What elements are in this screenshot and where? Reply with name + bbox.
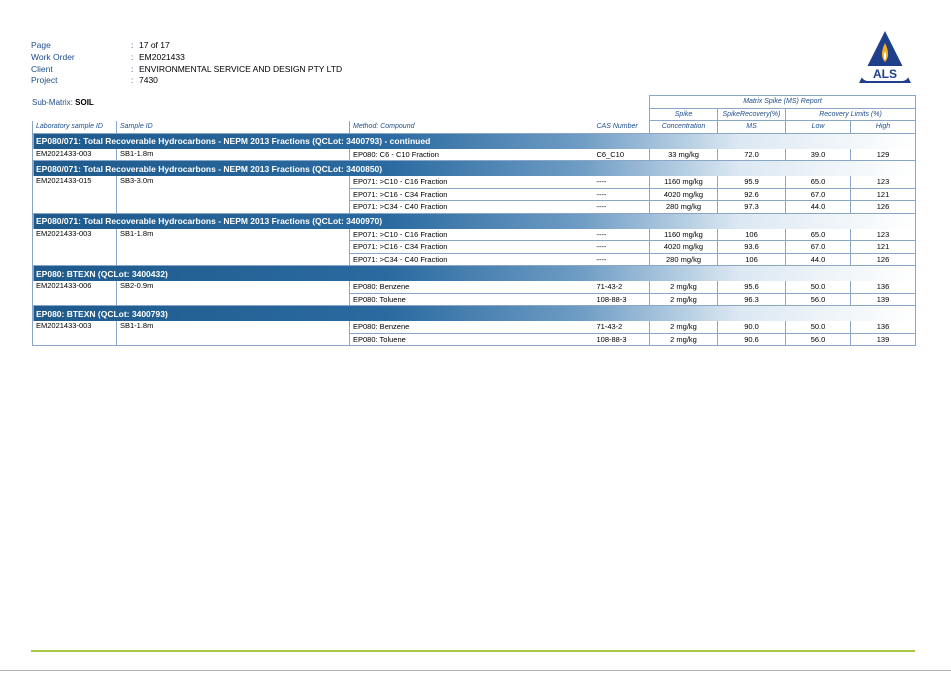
- cas-number-cell: ----: [594, 229, 650, 241]
- lab-sample-id-cell: EM2021433-003: [33, 149, 117, 161]
- cas-number-cell: ----: [594, 188, 650, 201]
- method-cell: EP071: >C16 - C34 Fraction: [350, 188, 594, 201]
- high-limit-cell: 139: [851, 293, 916, 306]
- qc-group-title: EP080: BTEXN (QCLot: 3400793): [33, 306, 916, 322]
- low-header: Low: [786, 121, 851, 134]
- lab-sample-id-cell: EM2021433-003: [33, 321, 117, 346]
- spike-concentration-cell: 2 mg/kg: [650, 293, 718, 306]
- sample-id-cell: SB1-1.8m: [117, 149, 350, 161]
- high-limit-cell: 129: [851, 149, 916, 161]
- table-row: [33, 176, 916, 188]
- qc-group-header: [33, 161, 916, 177]
- high-limit-cell: 123: [851, 229, 916, 241]
- qc-group-title: EP080/071: Total Recoverable Hydrocarbons - NEPM 2013 Fractions (QCLot: 3400793) - continued: [33, 133, 916, 149]
- sample-id-cell: SB2-0.9m: [117, 281, 350, 306]
- spike-concentration-cell: 280 mg/kg: [650, 201, 718, 214]
- low-limit-cell: 67.0: [786, 241, 851, 254]
- method-cell: EP071: >C34 - C40 Fraction: [350, 201, 594, 214]
- cas-number-cell: 108-88-3: [594, 293, 650, 306]
- qc-group-header: [33, 213, 916, 229]
- low-limit-cell: 39.0: [786, 149, 851, 161]
- spike-concentration-cell: 4020 mg/kg: [650, 188, 718, 201]
- header-label: Client: [31, 63, 53, 74]
- cas-number-cell: ----: [594, 253, 650, 266]
- table-row: [33, 321, 916, 333]
- footer-divider: [31, 650, 915, 652]
- qc-group-header: [33, 266, 916, 282]
- ms-header: MS: [718, 121, 786, 134]
- spike-concentration-cell: 1160 mg/kg: [650, 176, 718, 188]
- header-label: Project: [31, 75, 58, 86]
- ms-recovery-cell: 93.6: [718, 241, 786, 254]
- lab-sample-id-header: Laboratory sample ID: [33, 121, 117, 134]
- qc-group-title: EP080/071: Total Recoverable Hydrocarbons - NEPM 2013 Fractions (QCLot: 3400970): [33, 213, 916, 229]
- ms-recovery-cell: 96.3: [718, 293, 786, 306]
- method-cell: EP071: >C10 - C16 Fraction: [350, 229, 594, 241]
- low-limit-cell: 44.0: [786, 253, 851, 266]
- matrix-spike-report-title: Matrix Spike (MS) Report: [650, 96, 916, 109]
- spike-concentration-cell: 4020 mg/kg: [650, 241, 718, 254]
- sample-id-cell: SB3-3.0m: [117, 176, 350, 213]
- spike-concentration-cell: 280 mg/kg: [650, 253, 718, 266]
- qc-group-title: EP080/071: Total Recoverable Hydrocarbons - NEPM 2013 Fractions (QCLot: 3400850): [33, 161, 916, 177]
- header-separator: :: [131, 75, 134, 86]
- low-limit-cell: 65.0: [786, 176, 851, 188]
- ms-recovery-cell: 90.6: [718, 333, 786, 346]
- ms-recovery-cell: 92.6: [718, 188, 786, 201]
- spike-recovery-header: SpikeRecovery(%): [718, 108, 786, 121]
- spike-concentration-cell: 2 mg/kg: [650, 333, 718, 346]
- header-row-work-order: [31, 52, 342, 64]
- header-separator: :: [131, 40, 134, 50]
- header-row-page: [31, 40, 342, 52]
- ms-recovery-cell: 97.3: [718, 201, 786, 214]
- sample-id-cell: SB1-1.8m: [117, 229, 350, 266]
- cas-number-cell: ----: [594, 241, 650, 254]
- header-row-project: [31, 75, 342, 87]
- method-cell: EP071: >C34 - C40 Fraction: [350, 253, 594, 266]
- header-value: 17 of 17: [139, 40, 170, 50]
- method-header: Method: Compound: [350, 121, 594, 134]
- header-separator: :: [131, 51, 134, 62]
- high-header: High: [851, 121, 916, 134]
- cas-number-cell: 71-43-2: [594, 321, 650, 333]
- cas-number-cell: C6_C10: [594, 149, 650, 161]
- header-value: ENVIRONMENTAL SERVICE AND DESIGN PTY LTD: [139, 63, 343, 74]
- ms-recovery-cell: 95.9: [718, 176, 786, 188]
- matrix-spike-table: [32, 95, 916, 346]
- high-limit-cell: 136: [851, 281, 916, 293]
- sub-matrix-value: SOIL: [75, 98, 94, 107]
- header-label: Page: [31, 40, 51, 50]
- als-logo: [856, 29, 914, 87]
- high-limit-cell: 126: [851, 253, 916, 266]
- low-limit-cell: 50.0: [786, 321, 851, 333]
- low-limit-cell: 50.0: [786, 281, 851, 293]
- lab-sample-id-cell: EM2021433-006: [33, 281, 117, 306]
- table-row: [33, 229, 916, 241]
- table-body: [33, 96, 916, 346]
- method-cell: EP080: Benzene: [350, 321, 594, 333]
- method-cell: EP071: >C16 - C34 Fraction: [350, 241, 594, 254]
- lab-sample-id-cell: EM2021433-003: [33, 229, 117, 266]
- header-row-top: [33, 108, 916, 121]
- spike-concentration-cell: 2 mg/kg: [650, 281, 718, 293]
- sub-matrix-label: Sub-Matrix:: [32, 98, 73, 107]
- ms-recovery-cell: 106: [718, 253, 786, 266]
- high-limit-cell: 139: [851, 333, 916, 346]
- method-cell: EP071: >C10 - C16 Fraction: [350, 176, 594, 188]
- header-separator: :: [131, 63, 134, 74]
- page-bottom-line: [0, 670, 951, 671]
- spike-concentration-cell: 2 mg/kg: [650, 321, 718, 333]
- method-cell: EP080: Toluene: [350, 293, 594, 306]
- header-value: EM2021433: [139, 51, 185, 62]
- low-limit-cell: 56.0: [786, 293, 851, 306]
- concentration-header: Concentration: [650, 121, 718, 134]
- logo-text: ALS: [873, 67, 897, 81]
- cas-number-cell: 71-43-2: [594, 281, 650, 293]
- sample-id-header: Sample ID: [117, 121, 350, 134]
- qc-group-title: EP080: BTEXN (QCLot: 3400432): [33, 266, 916, 282]
- table-row: [33, 281, 916, 293]
- low-limit-cell: 56.0: [786, 333, 851, 346]
- low-limit-cell: 67.0: [786, 188, 851, 201]
- ms-recovery-cell: 90.0: [718, 321, 786, 333]
- qc-group-header: [33, 306, 916, 322]
- low-limit-cell: 65.0: [786, 229, 851, 241]
- method-cell: EP080: Benzene: [350, 281, 594, 293]
- table-row: [33, 149, 916, 161]
- method-cell: EP080: Toluene: [350, 333, 594, 346]
- recovery-limits-header: Recovery Limits (%): [786, 108, 916, 121]
- high-limit-cell: 121: [851, 188, 916, 201]
- lab-sample-id-cell: EM2021433-015: [33, 176, 117, 213]
- header-value: 7430: [139, 75, 158, 86]
- ms-recovery-cell: 95.6: [718, 281, 786, 293]
- method-cell: EP080: C6 - C10 Fraction: [350, 149, 594, 161]
- high-limit-cell: 126: [851, 201, 916, 214]
- low-limit-cell: 44.0: [786, 201, 851, 214]
- cas-number-cell: ----: [594, 201, 650, 214]
- header-row-client: [31, 64, 342, 76]
- ms-recovery-cell: 72.0: [718, 149, 786, 161]
- cas-number-cell: ----: [594, 176, 650, 188]
- spike-concentration-cell: 1160 mg/kg: [650, 229, 718, 241]
- header-label: Work Order: [31, 51, 75, 62]
- high-limit-cell: 136: [851, 321, 916, 333]
- ms-recovery-cell: 106: [718, 229, 786, 241]
- report-header: [31, 40, 342, 87]
- cas-number-cell: 108-88-3: [594, 333, 650, 346]
- qc-group-header: [33, 133, 916, 149]
- spike-concentration-cell: 33 mg/kg: [650, 149, 718, 161]
- header-row-columns: [33, 121, 916, 134]
- spike-header: Spike: [650, 108, 718, 121]
- header-row-group: [33, 96, 916, 109]
- high-limit-cell: 123: [851, 176, 916, 188]
- sample-id-cell: SB1-1.8m: [117, 321, 350, 346]
- cas-number-header: CAS Number: [594, 121, 650, 134]
- high-limit-cell: 121: [851, 241, 916, 254]
